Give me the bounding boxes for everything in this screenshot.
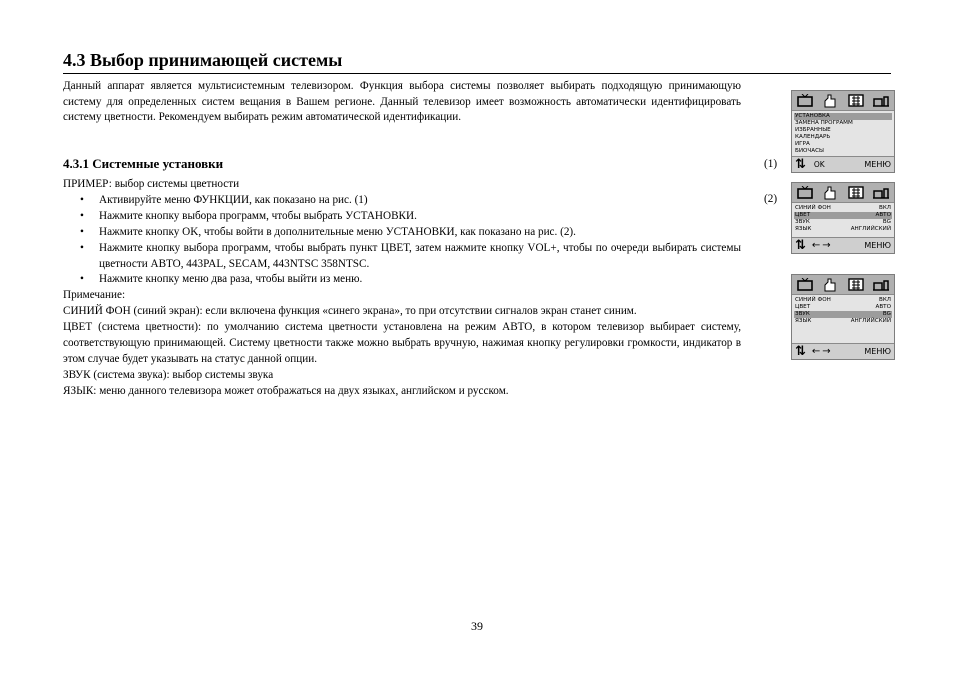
menu-item-biorhythm[interactable]: БИОЧАСЫ: [795, 147, 824, 154]
setting-row-sound[interactable]: ЗВУК BG: [795, 218, 891, 225]
menu-hint: МЕНЮ: [864, 241, 891, 250]
intro-paragraph: Данный аппарат является мультисистемным телевизором. Функция выбора системы позволяет выбирать подходящую принимающую систему для определенных систем вещания в Вашем регионе. Данный телевизор имеет возможность автоматически идентифицировать систему цветности. Рекомендуем выбирать режим автоматической идентификации.: [63, 80, 741, 123]
menu-icon-bar: [792, 275, 894, 295]
step-item: • Нажмите кнопку OK, чтобы войти в дополнительные меню УСТАНОВКИ, как показано на рис. (2).: [63, 225, 741, 241]
up-down-arrows-icon: ⇅: [795, 344, 806, 359]
menu-hint: МЕНЮ: [864, 347, 891, 356]
menu-bottom-bar: [792, 237, 894, 253]
setting-row-sound[interactable]: ЗВУК BG: [795, 310, 891, 317]
up-down-arrows-icon: ⇅: [795, 238, 806, 253]
features-grid-icon: [847, 94, 865, 108]
menu-item-program-swap[interactable]: ЗАМЕНА ПРОГРАММ: [795, 119, 853, 126]
menu-list: [792, 111, 894, 156]
section-title: 4.3 Выбор принимающей системы: [63, 50, 891, 74]
page-number: 39: [471, 619, 483, 633]
step-item: • Нажмите кнопку меню два раза, чтобы выйти из меню.: [63, 272, 741, 288]
features-grid-icon: [847, 186, 865, 200]
figure-label-2: (2): [764, 193, 778, 205]
note-blue-screen: СИНИЙ ФОН (синий экран): если включена функция «синего экрана», то при отсутствии сигналов экран станет синим.: [63, 305, 637, 318]
features-grid-icon: [847, 278, 865, 292]
step-item: • Нажмите кнопку выбора программ, чтобы выбрать УСТАНОВКИ.: [63, 209, 741, 225]
menu-icon-bar: [792, 183, 894, 203]
step-item: • Активируйте меню ФУНКЦИИ, как показано на рис. (1): [63, 193, 741, 209]
tv-picture-icon: [796, 94, 814, 108]
settings-list: [792, 203, 894, 237]
tv-picture-icon: [796, 186, 814, 200]
menu-item-setup[interactable]: УСТАНОВКА: [794, 113, 892, 120]
sound-hand-icon: [821, 278, 839, 292]
left-right-arrows-icon: ←→: [811, 346, 833, 357]
left-right-arrows-icon: ←→: [811, 240, 833, 251]
setting-row-language[interactable]: ЯЗЫК АНГЛИЙСКИЙ: [795, 317, 891, 324]
sound-hand-icon: [821, 186, 839, 200]
setup-icon: [872, 278, 890, 292]
note-language: ЯЗЫК: меню данного телевизора может отображаться на двух языках, английском и русском.: [63, 384, 509, 397]
setting-row-color[interactable]: ЦВЕТ АВТО: [795, 303, 891, 310]
tv-picture-icon: [796, 278, 814, 292]
ok-hint: OK: [813, 160, 825, 169]
menu-bottom-bar: [792, 156, 894, 172]
note-sound-system: ЗВУК (система звука): выбор системы звука: [63, 368, 274, 381]
example-line: ПРИМЕР: выбор системы цветности: [63, 178, 240, 190]
menu-bottom-bar: [792, 343, 894, 359]
menu-item-calendar[interactable]: КАЛЕНДАРЬ: [795, 133, 831, 140]
setting-row-blue-screen[interactable]: СИНИЙ ФОН ВКЛ: [795, 205, 891, 211]
steps-list: [63, 193, 763, 288]
sound-hand-icon: [821, 94, 839, 108]
setting-row-language[interactable]: ЯЗЫК АНГЛИЙСКИЙ: [795, 225, 891, 232]
instructions: [63, 177, 763, 400]
menu-hint: МЕНЮ: [864, 160, 891, 169]
subsection-title: 4.3.1 Системные установки: [63, 156, 224, 171]
up-down-arrows-icon: ⇅: [795, 157, 806, 172]
tv-menu-screen-setup: [791, 182, 895, 254]
menu-item-game[interactable]: ИГРА: [795, 140, 810, 147]
setting-row-color[interactable]: ЦВЕТ АВТО: [795, 211, 891, 218]
step-item: • Нажмите кнопку выбора программ, чтобы выбрать пункт ЦВЕТ, затем нажмите кнопку VOL+, чтобы по очереди выбирать системы цветности АВТО, 443PAL, SECAM, 443NTSC 358NTSC.: [63, 241, 741, 273]
menu-item-favorites[interactable]: ИЗБРАННЫЕ: [795, 126, 831, 133]
tv-menu-screen-sound: [791, 274, 895, 360]
setup-icon: [872, 94, 890, 108]
note-label: Примечание:: [63, 289, 126, 302]
menu-icon-bar: [792, 91, 894, 111]
setup-icon: [872, 186, 890, 200]
figure-label-1: (1): [764, 158, 778, 170]
setting-row-blue-screen[interactable]: СИНИЙ ФОН ВКЛ: [795, 297, 891, 303]
settings-list: [792, 295, 894, 343]
tv-menu-screen-functions: [791, 90, 895, 173]
note-color-system: ЦВЕТ (система цветности): по умолчанию система цветности установлена на режим АВТО, в котором телевизор выбирает систему, соответствующую принимающей. Систему цветности также можно выбрать вручную, нажимая кнопку регулировки громкости, индикатор в этом случае будет указывать на статус данной опции.: [63, 321, 741, 365]
